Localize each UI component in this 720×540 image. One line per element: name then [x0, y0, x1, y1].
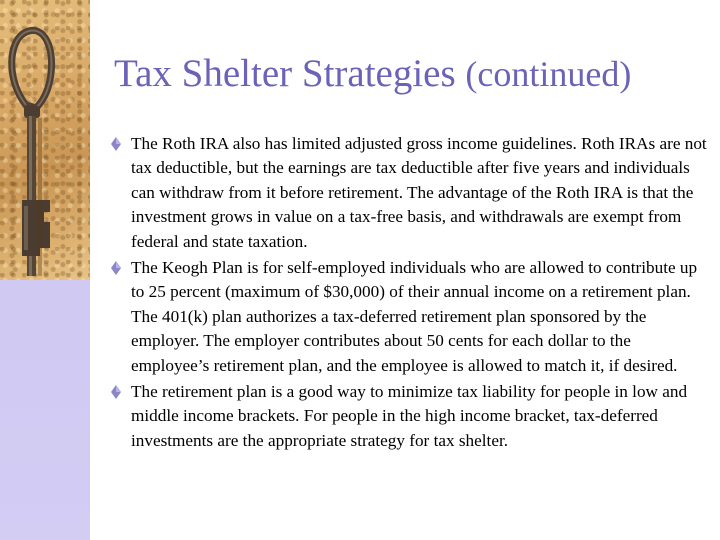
- old-key-photo: [0, 0, 90, 280]
- bullet-text: The retirement plan is a good way to minimize tax liability for people in low and middle income brackets. For people in the high income bracket, tax-deferred investments are the appropriate strategy for tax shelter.: [131, 382, 688, 450]
- bullet-text: The Roth IRA also has limited adjusted gross income guidelines. Roth IRAs are not tax deductible, but the earnings are tax deductible after five years and individuals can withdraw from it before retirement. The advantage of the Roth IRA is that the investment grows in value on a tax-free basis, and withdrawals are exempt from federal and state taxation.: [131, 134, 707, 251]
- slide-title: [114, 50, 714, 98]
- bullet-item: [110, 380, 708, 453]
- slide-title-main: Tax Shelter Strategies: [114, 52, 456, 95]
- diamond-bullet-icon: [110, 260, 122, 276]
- bullet-list: [110, 132, 708, 455]
- bullet-item: [110, 256, 708, 378]
- diamond-bullet-icon: [110, 384, 122, 400]
- old-key-icon: [0, 0, 90, 280]
- diamond-bullet-icon: [110, 136, 122, 152]
- bullet-text: The Keogh Plan is for self-employed individuals who are allowed to contribute up to 25 percent (maximum of $30,000) of their annual income on a retirement plan. The 401(k) plan authorizes a tax-deferred retirement plan sponsored by the employer. The employer contributes about 50 cents for each dollar to the employee’s retirement plan, and the employee is allowed to match it, if desired.: [131, 258, 698, 375]
- slide-title-suffix: (continued): [465, 54, 632, 94]
- bullet-item: [110, 132, 708, 254]
